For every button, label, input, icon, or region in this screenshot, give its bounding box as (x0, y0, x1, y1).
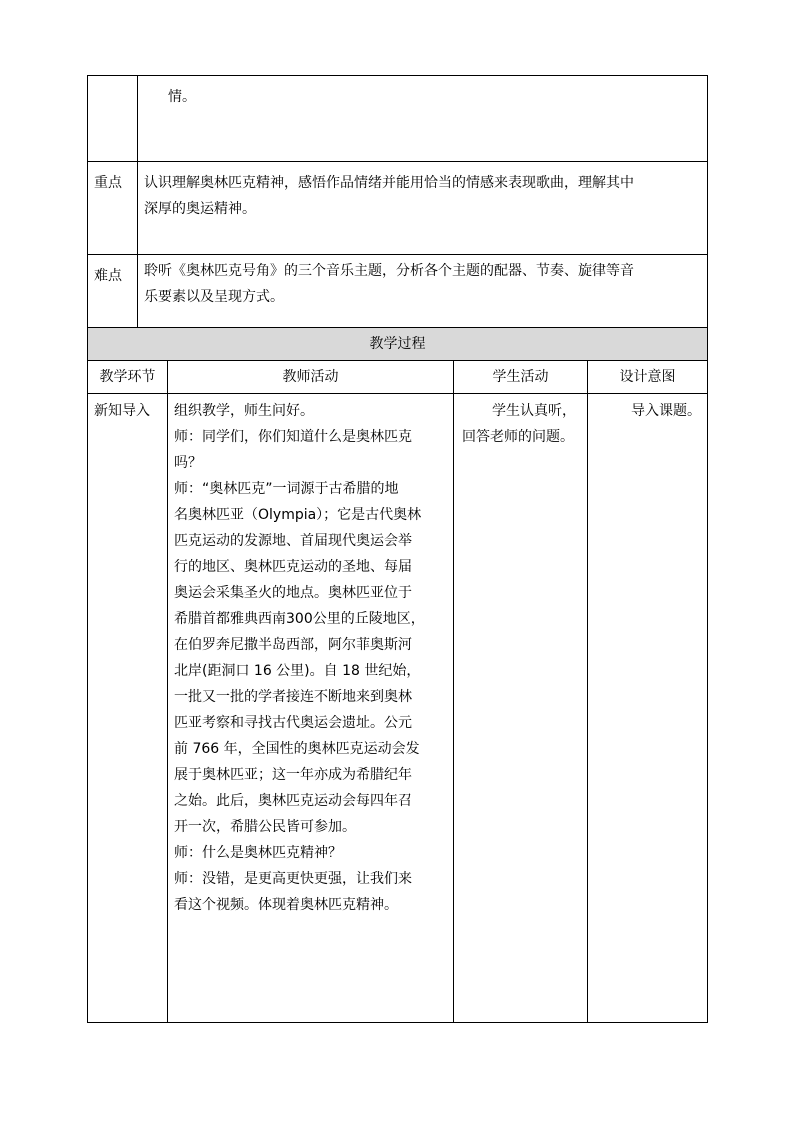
header-stage: 教学环节 (88, 361, 168, 394)
teacher-line: 师：什么是奥林匹克精神？ (174, 845, 342, 861)
header-teacher: 教师活动 (168, 361, 454, 394)
stage-cell: 新知导入 (88, 394, 168, 1023)
key-point-content (138, 162, 708, 255)
student-line: 学生认真听， (492, 403, 576, 419)
teacher-line: 名奥林匹亚（Olympia）；它是古代奥林 (174, 507, 422, 523)
key-point-label: 重点 (88, 162, 138, 255)
teacher-line: 希腊首都雅典西南300公里的丘陵地区， (174, 611, 425, 627)
label-cell-empty (88, 76, 138, 162)
header-intent: 设计意图 (588, 361, 708, 394)
teacher-line: 匹克运动的发源地、首届现代奥运会举 (174, 533, 412, 549)
lesson-plan-table (87, 75, 708, 1023)
teacher-line: 看这个视频。体现着奥林匹克精神。 (174, 897, 398, 913)
teacher-line: 师：同学们，你们知道什么是奥林匹克 (174, 429, 412, 445)
design-intent-cell: 导入课题。 (588, 394, 708, 1023)
teacher-line: 展于奥林匹亚；这一年亦成为希腊纪年 (174, 767, 412, 783)
teacher-line: 吗？ (174, 455, 202, 471)
teacher-line: 之始。此后，奥林匹克运动会每四年召 (174, 793, 412, 809)
key-point-line: 深厚的奥运精神。 (144, 201, 256, 217)
table-row-process-title (88, 328, 708, 361)
table-row-top (88, 76, 708, 162)
process-title: 教学过程 (88, 328, 708, 361)
teacher-line: 开一次，希腊公民皆可参加。 (174, 819, 356, 835)
teacher-line: 一批又一批的学者接连不断地来到奥林 (174, 689, 412, 705)
student-activity-cell (454, 394, 588, 1023)
teacher-line: 奥运会采集圣火的地点。奥林匹亚位于 (174, 585, 412, 601)
teacher-line: 行的地区、奥林匹克运动的圣地、每届 (174, 559, 412, 575)
teacher-line: 师：没错，是更高更快更强，让我们来 (174, 871, 412, 887)
teacher-activity-cell (168, 394, 454, 1023)
teacher-line: 在伯罗奔尼撒半岛西部，阿尔菲奥斯河 (174, 637, 412, 653)
table-row-new-knowledge (88, 394, 708, 1023)
header-student: 学生活动 (454, 361, 588, 394)
key-point-line: 认识理解奥林匹克精神，感悟作品情绪并能用恰当的情感来表现歌曲，理解其中 (144, 175, 634, 191)
teacher-line: 组织教学，师生问好。 (174, 403, 314, 419)
difficulty-content (138, 255, 708, 328)
top-content-cell (138, 76, 708, 162)
teacher-line: 师：“奥林匹克”一词源于古希腊的地 (174, 481, 399, 497)
difficulty-line: 乐要素以及呈现方式。 (144, 289, 284, 305)
student-line: 回答老师的问题。 (462, 429, 574, 445)
teacher-line: 匹亚考察和寻找古代奥运会遗址。公元 (174, 715, 412, 731)
table-row-difficulty (88, 255, 708, 328)
table-row-key-point (88, 162, 708, 255)
teacher-line: 前 766 年，全国性的奥林匹克运动会发 (174, 741, 420, 757)
table-header-row (88, 361, 708, 394)
teacher-line: 北岸(距洞口 16 公里)。自 18 世纪始， (174, 663, 421, 679)
difficulty-line: 聆听《奥林匹克号角》的三个音乐主题，分析各个主题的配器、节奏、旋律等音 (144, 263, 634, 279)
top-content-text: 情。 (168, 89, 196, 105)
difficulty-label: 难点 (88, 255, 138, 328)
